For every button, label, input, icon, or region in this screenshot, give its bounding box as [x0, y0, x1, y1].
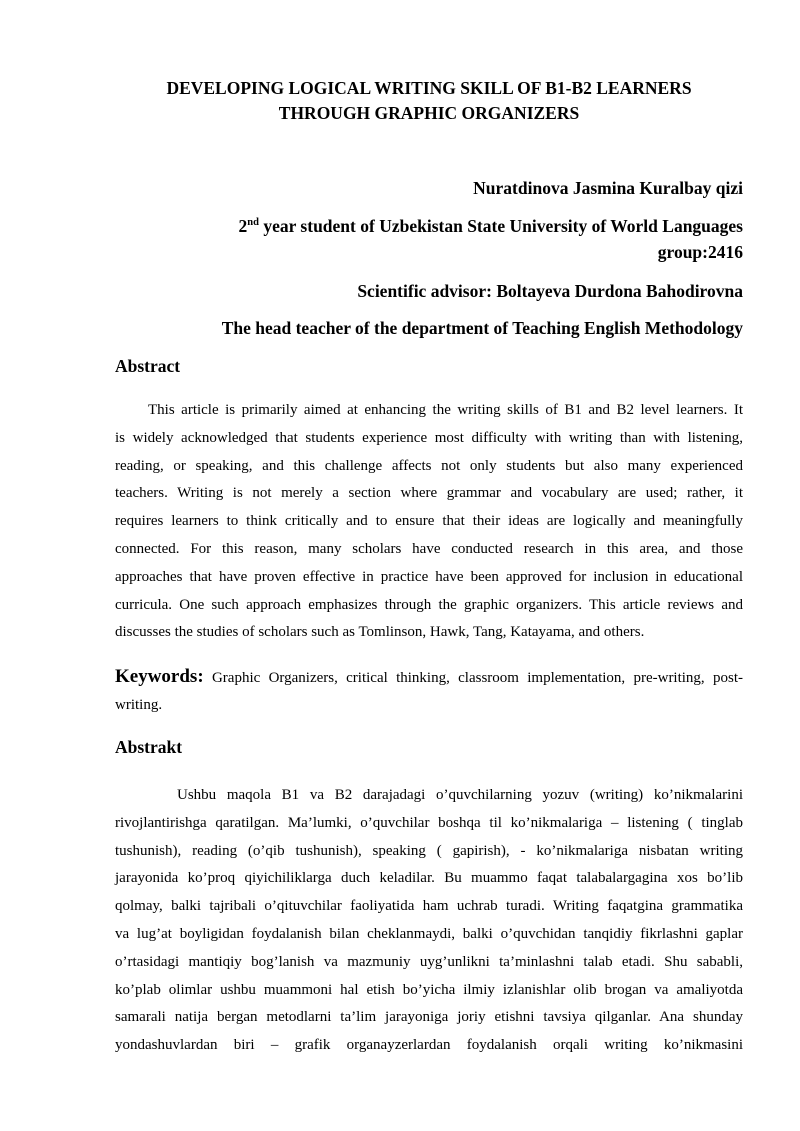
abstract-line: This article is primarily aimed at enhancing the writing skills of B1 and B2 level learners. It — [148, 402, 743, 418]
abstract-body — [115, 397, 743, 647]
abstrakt-body — [115, 782, 743, 1060]
abstract-line: connected. For this reason, many scholars have conducted research in this area, and those — [115, 540, 743, 557]
abstrakt-line: va lug’at boyligidan foydalanish bilan cheklanmaydi, balki o’quvchidan tanqidiy fikrlashni gaplar — [115, 925, 743, 942]
author-group: group:2416 — [657, 242, 743, 262]
abstract-line: reading, or speaking, and this challenge affects not only students but also many experienced — [115, 457, 743, 474]
keywords-line-1 — [115, 662, 743, 692]
scientific-advisor: Scientific advisor: Boltayeva Durdona Bahodirovna — [357, 281, 743, 301]
author-name: Nuratdinova Jasmina Kuralbay qizi — [473, 178, 743, 198]
affiliation-text: year student of Uzbekistan State University of World Languages — [258, 216, 743, 236]
abstrakt-line: tushunish), reading (o’qib tushunish), speaking ( gapirish), - ko’nikmalariga nisbatan writing — [115, 842, 743, 859]
year-number: 2 — [238, 216, 248, 236]
abstract-line: requires learners to think critically and to ensure that their ideas are logically and meaningfully — [115, 513, 743, 530]
abstract-line: discusses the studies of scholars such as Tomlinson, Hawk, Tang, Katayama, and others. — [115, 624, 645, 641]
abstrakt-heading: Abstrakt — [115, 737, 183, 757]
abstrakt-line: yondashuvlardan biri – grafik organayzerlardan foydalanish orqali writing ko’nikmasini — [115, 1037, 743, 1054]
author-affiliation — [239, 214, 743, 239]
keywords-text: Graphic Organizers, critical thinking, classroom implementation, pre-writing, post- — [203, 670, 743, 686]
keywords-line-2: writing. — [115, 697, 163, 713]
abstrakt-line: samarali natija bergan metodlarni ta’lim jarayoniga joriy etishni tavsiya qilganlar. Ana shunday — [115, 1009, 743, 1026]
title-line-1: DEVELOPING LOGICAL WRITING SKILL OF B1-B2 LEARNERS — [166, 78, 692, 98]
abstrakt-line: o’rtasidagi mantiqiy bog’lanish va mazmuniy uyg’unlikni ta’minlashni talab etadi. Shu sababli, — [115, 953, 743, 970]
paper-title — [115, 76, 743, 126]
keywords — [115, 662, 743, 720]
abstract-line: teachers. Writing is not merely a section where grammar and vocabulary are used; rather, it — [115, 485, 743, 502]
keywords-label: Keywords: — [115, 666, 204, 687]
title-line-2: THROUGH GRAPHIC ORGANIZERS — [278, 103, 580, 123]
abstrakt-line: jarayonida ko’proq qiyichiliklarga duch keladilar. Bu muammo faqat talabalargagina xos bo’lib — [115, 870, 743, 887]
abstract-line: curricula. One such approach emphasizes through the graphic organizers. This article reviews and — [115, 596, 743, 613]
abstrakt-line: rivojlantirishga qaratilgan. Ma’lumki, o’quvchilar boshqa til ko’nikmalariga – listening ( tinglab — [115, 814, 743, 831]
abstract-heading: Abstract — [115, 356, 181, 376]
year-ordinal: nd — [247, 217, 259, 229]
abstrakt-line: qolmay, balki tajribali o’qituvchilar faoliyatida ham uchrab turadi. Writing faqatgina grammatika — [115, 898, 743, 915]
abstract-line: is widely acknowledged that students experience most difficulty with writing than with listening, — [115, 429, 743, 446]
abstrakt-line: Ushbu maqola B1 va B2 darajadagi o’quvchilarning yozuv (writing) ko’nikmalarini — [177, 787, 743, 803]
abstract-line: approaches that have proven effective in practice have been approved for inclusion in educational — [115, 568, 743, 585]
advisor-role: The head teacher of the department of Teaching English Methodology — [221, 318, 743, 338]
abstrakt-line: ko’plab olimlar ushbu muammoni hal etish bo’yicha ilmiy izlanishlar olib brogan va amaliyotda — [115, 981, 743, 998]
